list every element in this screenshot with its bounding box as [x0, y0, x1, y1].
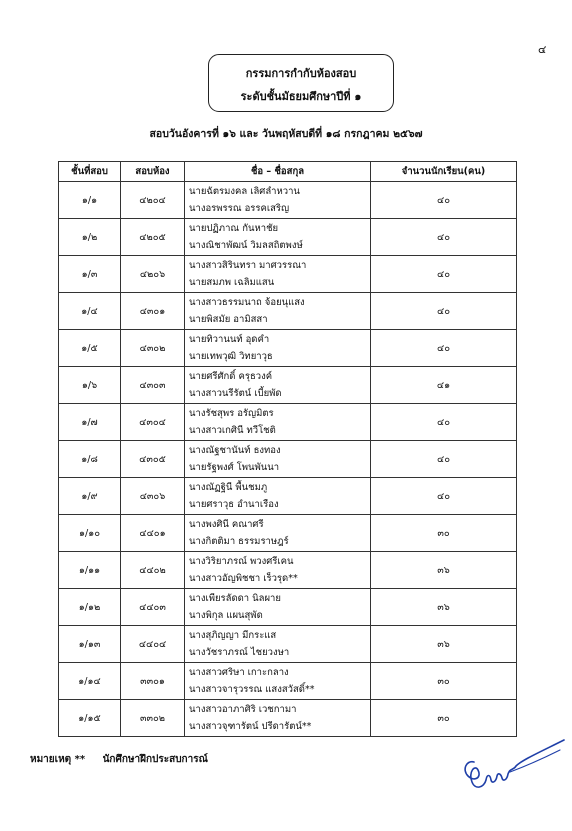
proctor-name-1: นางรัชสุพร อรัญมิตร	[189, 408, 274, 419]
table-row	[59, 478, 517, 515]
proctor-table	[58, 161, 517, 737]
count-cell: ๔๐	[371, 441, 517, 478]
table-header-row	[59, 162, 517, 182]
col-header-room: สอบห้อง	[121, 162, 185, 182]
count-cell: ๔๐	[371, 404, 517, 441]
room-cell: ๔๒๐๔	[121, 182, 185, 219]
col-header-class: ชั้นที่สอบ	[59, 162, 121, 182]
proctor-name-1: นางสาวศริษา เกาะกลาง	[189, 667, 289, 678]
table-row	[59, 552, 517, 589]
table-row	[59, 589, 517, 626]
proctor-name-2: นายรัฐพงศ์ โพนพันนา	[189, 462, 280, 473]
table-row	[59, 626, 517, 663]
table-row	[59, 663, 517, 700]
proctor-name-1: นายทิวานนท์ อุดคำ	[189, 334, 270, 345]
table-row	[59, 330, 517, 367]
names-cell	[185, 256, 371, 293]
names-cell	[185, 626, 371, 663]
count-cell: ๔๐	[371, 478, 517, 515]
class-cell: ๑/๔	[59, 293, 121, 330]
class-cell: ๑/๕	[59, 330, 121, 367]
title-line-1: กรรมการกำกับห้องสอบ	[245, 67, 357, 80]
room-cell: ๔๓๐๖	[121, 478, 185, 515]
count-cell: ๔๐	[371, 330, 517, 367]
table-row	[59, 404, 517, 441]
count-cell: ๓๖	[371, 626, 517, 663]
table-row	[59, 367, 517, 404]
proctor-name-1: นายปฏิภาณ กันหาชัย	[189, 223, 279, 234]
names-cell	[185, 589, 371, 626]
room-cell: ๔๔๐๒	[121, 552, 185, 589]
proctor-name-1: นางสาวธรรมนาถ จ้อยนุแสง	[189, 297, 305, 308]
room-cell: ๔๓๐๔	[121, 404, 185, 441]
proctor-name-2: นางกิตติมา ธรรมราษฎร์	[189, 536, 289, 547]
proctor-name-1: นางพงศินี คณาศรี	[189, 519, 264, 530]
count-cell: ๔๐	[371, 293, 517, 330]
class-cell: ๑/๙	[59, 478, 121, 515]
proctor-name-2: นางสาวอัญพิชชา เร็วรุด**	[189, 573, 298, 584]
proctor-name-2: นางสาวจารุวรรณ แสงสวัสดิ์**	[189, 684, 315, 695]
proctor-name-2: นางอรพรรณ อรรคเสริญ	[189, 203, 290, 214]
proctor-name-1: นางวิริยาภรณ์ พวงศรีเคน	[189, 556, 294, 567]
footnote	[30, 752, 208, 767]
names-cell	[185, 330, 371, 367]
class-cell: ๑/๗	[59, 404, 121, 441]
proctor-name-2: นายสมภพ เฉลิมแสน	[189, 277, 275, 288]
title-box	[208, 54, 394, 112]
room-cell: ๔๓๐๒	[121, 330, 185, 367]
class-cell: ๑/๑๓	[59, 626, 121, 663]
proctor-name-1: นางณัฏฐินี พื้นชมภู	[189, 482, 268, 493]
table-row	[59, 441, 517, 478]
room-cell: ๔๓๐๕	[121, 441, 185, 478]
room-cell: ๔๓๐๑	[121, 293, 185, 330]
room-cell: ๔๔๐๓	[121, 589, 185, 626]
proctor-name-1: นายศรีศักดิ์ ครุธวงค์	[189, 371, 273, 382]
table-row	[59, 182, 517, 219]
names-cell	[185, 515, 371, 552]
table-row	[59, 515, 517, 552]
names-cell	[185, 293, 371, 330]
count-cell: ๔๐	[371, 256, 517, 293]
names-cell	[185, 441, 371, 478]
table-row	[59, 219, 517, 256]
room-cell: ๓๓๐๑	[121, 663, 185, 700]
count-cell: ๔๐	[371, 219, 517, 256]
room-cell: ๔๓๐๓	[121, 367, 185, 404]
class-cell: ๑/๑๒	[59, 589, 121, 626]
room-cell: ๓๓๐๒	[121, 700, 185, 737]
proctor-name-1: นางเพียรลัดดา นิลผาย	[189, 593, 281, 604]
proctor-name-1: นางณัฐชานันท์ ธงทอง	[189, 445, 281, 456]
proctor-name-1: นายฉัตรมงคล เลิศลำหวาน	[189, 186, 300, 197]
class-cell: ๑/๑๐	[59, 515, 121, 552]
names-cell	[185, 478, 371, 515]
count-cell: ๓๐	[371, 663, 517, 700]
count-cell: ๓๐	[371, 515, 517, 552]
col-header-name: ชื่อ – ชื่อสกุล	[185, 162, 371, 182]
room-cell: ๔๒๐๖	[121, 256, 185, 293]
count-cell: ๔๐	[371, 182, 517, 219]
class-cell: ๑/๓	[59, 256, 121, 293]
class-cell: ๑/๖	[59, 367, 121, 404]
class-cell: ๑/๑๑	[59, 552, 121, 589]
names-cell	[185, 367, 371, 404]
names-cell	[185, 552, 371, 589]
proctor-name-2: นางวัชราภรณ์ ไชยวงษา	[189, 647, 290, 658]
names-cell	[185, 182, 371, 219]
footnote-text: นักศึกษาฝึกประสบการณ์	[102, 754, 208, 765]
proctor-name-1: นางสาวสิรินทรา มาศวรรณา	[189, 260, 307, 271]
count-cell: ๔๑	[371, 367, 517, 404]
room-cell: ๔๒๐๕	[121, 219, 185, 256]
room-cell: ๔๔๐๔	[121, 626, 185, 663]
proctor-name-2: นางสาวจุฑารัตน์ ปรีดารัตน์**	[189, 721, 312, 732]
class-cell: ๑/๑	[59, 182, 121, 219]
count-cell: ๓๐	[371, 700, 517, 737]
proctor-name-2: นางสาวนรีรัตน์ เบี้ยพัด	[189, 388, 282, 399]
names-cell	[185, 663, 371, 700]
exam-date-subtitle: สอบวันอังคารที่ ๑๖ และ วันพฤหัสบดีที่ ๑๘ กรกฎาคม ๒๕๖๗	[149, 128, 423, 140]
table-row	[59, 293, 517, 330]
proctor-name-2: นายศราวุธ อำนาเรือง	[189, 499, 279, 510]
proctor-name-1: นางสุภิญญา มีกระแส	[189, 630, 277, 641]
footnote-label: หมายเหตุ **	[30, 754, 86, 765]
proctor-name-2: นายพิสมัย อามิสสา	[189, 314, 268, 325]
proctor-name-2: นายเทพวุฒิ วิทยาวุธ	[189, 351, 273, 362]
signature-icon	[460, 726, 570, 798]
count-cell: ๓๖	[371, 589, 517, 626]
table-row	[59, 700, 517, 737]
proctor-name-2: นางสาวเกศินี ทวีโชติ	[189, 425, 276, 436]
names-cell	[185, 700, 371, 737]
room-cell: ๔๔๐๑	[121, 515, 185, 552]
table-row	[59, 256, 517, 293]
class-cell: ๑/๑๕	[59, 700, 121, 737]
class-cell: ๑/๑๔	[59, 663, 121, 700]
names-cell	[185, 219, 371, 256]
proctor-name-2: นางพิกุล แผนสุพัด	[189, 610, 263, 621]
col-header-count: จำนวนนักเรียน(คน)	[371, 162, 517, 182]
proctor-name-1: นางสาวอาภาศิริ เวชกามา	[189, 704, 297, 715]
title-line-2: ระดับชั้นมัธยมศึกษาปีที่ ๑	[240, 90, 362, 103]
names-cell	[185, 404, 371, 441]
class-cell: ๑/๒	[59, 219, 121, 256]
count-cell: ๓๖	[371, 552, 517, 589]
page-number: ๔	[538, 43, 547, 56]
class-cell: ๑/๘	[59, 441, 121, 478]
proctor-name-2: นางณิชาพัฒน์ วิมลสถิตพงษ์	[189, 240, 303, 251]
